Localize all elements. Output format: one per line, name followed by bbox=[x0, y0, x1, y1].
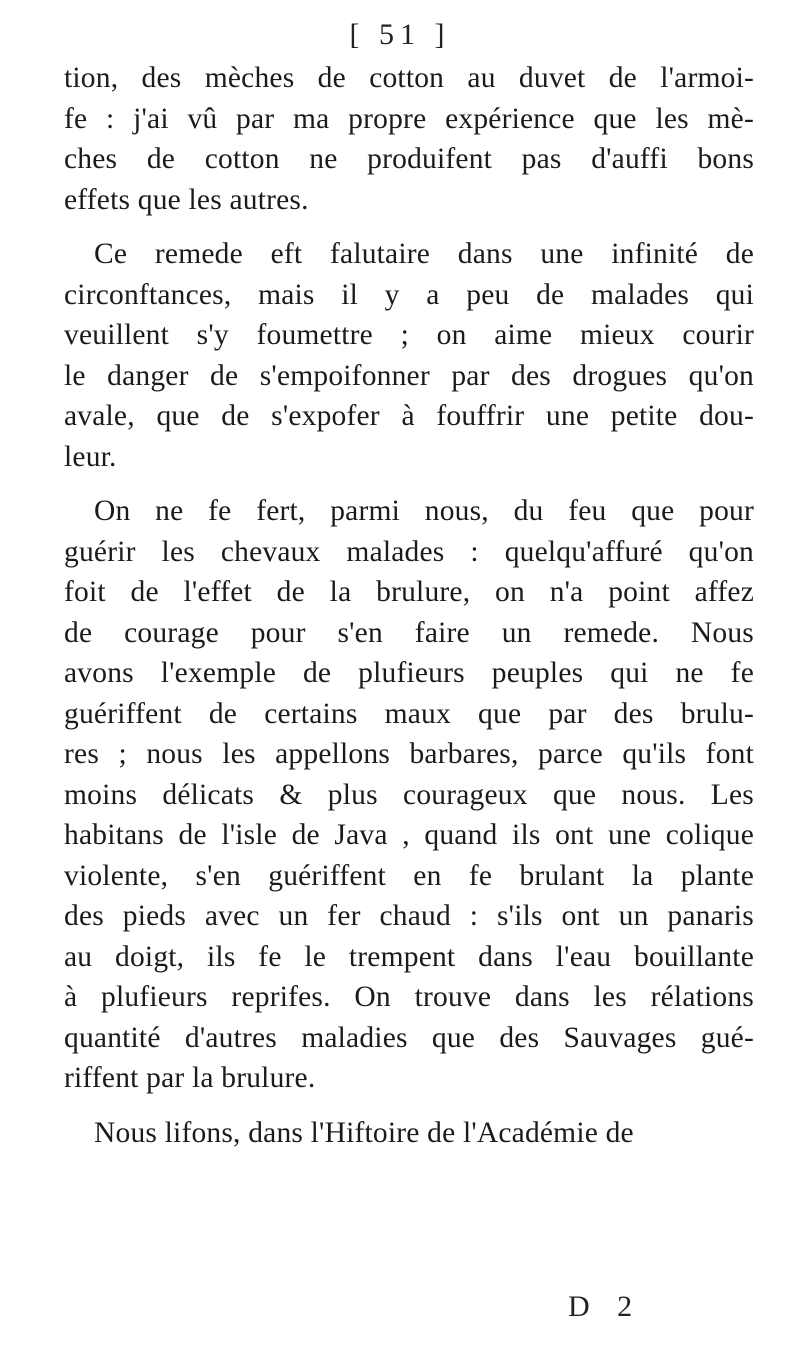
text-line: circonftances, mais il y a peu de malades qui bbox=[64, 278, 754, 311]
text-line: leur. bbox=[64, 440, 117, 473]
body-text bbox=[64, 58, 754, 1153]
text-line: des pieds avec un fer chaud : s'ils ont un panaris bbox=[64, 900, 754, 932]
text-line: moins délicats & plus courageux que nous. Les bbox=[64, 778, 754, 811]
text-line: Ce remede eft falutaire dans une infinité de bbox=[94, 238, 754, 270]
text-line: foit de l'effet de la brulure, on n'a point affez bbox=[64, 576, 754, 608]
text-line: guérir les chevaux malades : quelqu'affuré qu'on bbox=[64, 535, 754, 568]
text-line: riffent par la brulure. bbox=[64, 1062, 316, 1094]
paragraph bbox=[64, 1113, 754, 1154]
text-line: Nous lifons, dans l'Hiftoire de l'Académie de bbox=[94, 1116, 634, 1149]
text-line: res ; nous les appellons barbares, parce qu'ils font bbox=[64, 738, 754, 770]
page-number: [ 51 ] bbox=[349, 18, 451, 51]
text-line: On ne fe fert, parmi nous, du feu que pour bbox=[94, 495, 754, 527]
text-line: au doigt, ils fe le trempent dans l'eau bouillante bbox=[64, 940, 754, 973]
text-line: ches de cotton ne produifent pas d'auffi bons bbox=[64, 143, 754, 175]
paragraph bbox=[64, 58, 754, 220]
text-line: effets que les autres. bbox=[64, 183, 309, 216]
text-line: le danger de s'empoifonner par des drogues qu'on bbox=[64, 359, 754, 392]
signature-mark: D 2 bbox=[568, 1290, 643, 1323]
text-line: avons l'exemple de plufieurs peuples qui ne fe bbox=[64, 657, 754, 689]
text-line: habitans de l'isle de Java , quand ils ont une colique bbox=[64, 819, 754, 851]
text-line: fe : j'ai vû par ma propre expérience que les mè- bbox=[64, 102, 754, 135]
text-line: guériffent de certains maux que par des brulu- bbox=[64, 697, 754, 730]
text-line: à plufieurs reprifes. On trouve dans les rélations bbox=[64, 981, 754, 1013]
paragraph bbox=[64, 491, 754, 1099]
text-line: tion, des mèches de cotton au duvet de l'armoi- bbox=[64, 62, 754, 94]
paragraph bbox=[64, 234, 754, 477]
text-line: avale, que de s'expofer à fouffrir une petite dou- bbox=[64, 400, 754, 432]
text-line: quantité d'autres maladies que des Sauvages gué- bbox=[64, 1021, 754, 1054]
text-line: de courage pour s'en faire un remede. Nous bbox=[64, 616, 754, 649]
text-line: violente, s'en guériffent en fe brulant la plante bbox=[64, 859, 754, 892]
text-line: veuillent s'y foumettre ; on aime mieux courir bbox=[64, 319, 754, 351]
